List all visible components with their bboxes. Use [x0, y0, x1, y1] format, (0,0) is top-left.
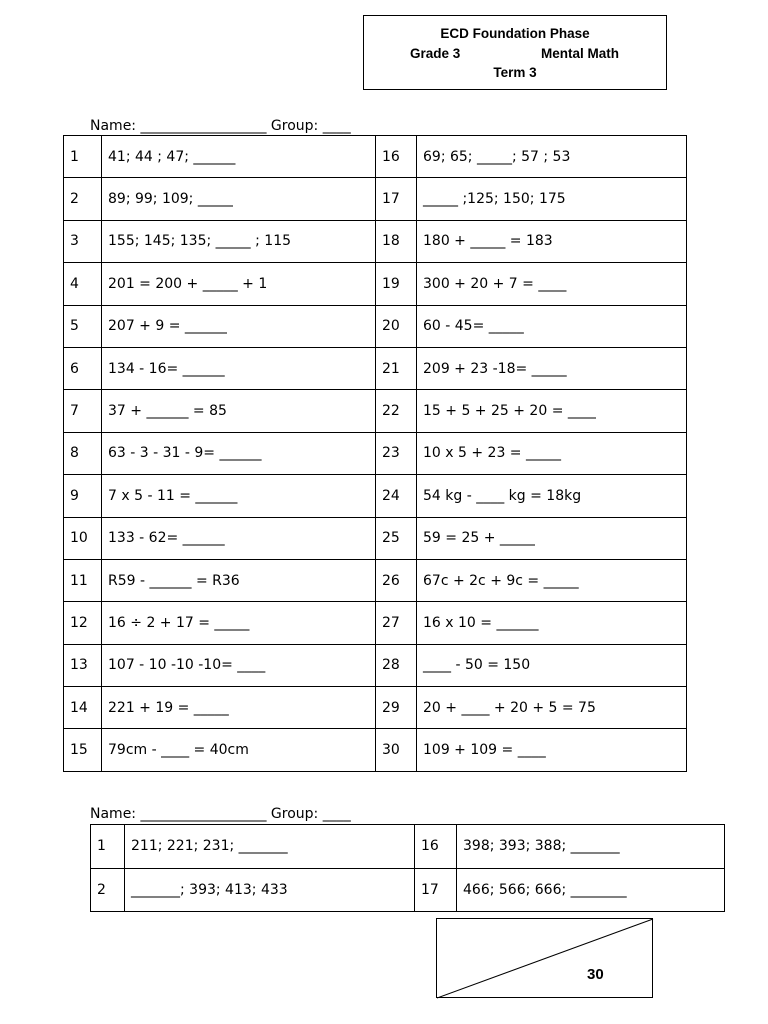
question-text: 107 - 10 -10 -10= ____ [102, 644, 376, 686]
question-number: 26 [376, 559, 417, 601]
question-number: 24 [376, 475, 417, 517]
name-group-line-2: Name: __________________ Group: ____ [90, 806, 351, 822]
header-term: Term 3 [493, 65, 537, 80]
table-row [64, 644, 687, 686]
question-number: 17 [376, 178, 417, 220]
question-number: 17 [415, 868, 457, 912]
question-number: 5 [64, 305, 102, 347]
question-number: 30 [376, 729, 417, 771]
question-number: 29 [376, 687, 417, 729]
question-text: R59 - ______ = R36 [102, 559, 376, 601]
question-number: 6 [64, 347, 102, 389]
table-row [64, 220, 687, 262]
question-number: 16 [415, 825, 457, 869]
table-row [64, 305, 687, 347]
question-text: 20 + ____ + 20 + 5 = 75 [417, 687, 687, 729]
question-text: 79cm - ____ = 40cm [102, 729, 376, 771]
table-row [64, 687, 687, 729]
question-number: 2 [64, 178, 102, 220]
question-text: 398; 393; 388; _______ [457, 825, 725, 869]
question-table-1 [63, 135, 687, 772]
question-number: 9 [64, 475, 102, 517]
table-row [64, 559, 687, 601]
question-text: 89; 99; 109; _____ [102, 178, 376, 220]
worksheet-header [363, 15, 667, 90]
question-number: 13 [64, 644, 102, 686]
question-number: 28 [376, 644, 417, 686]
question-number: 16 [376, 136, 417, 178]
question-text: _______; 393; 413; 433 [125, 868, 415, 912]
question-number: 18 [376, 220, 417, 262]
question-text: 207 + 9 = ______ [102, 305, 376, 347]
question-number: 19 [376, 263, 417, 305]
question-table-2 [90, 824, 725, 912]
question-text: 109 + 109 = ____ [417, 729, 687, 771]
question-number: 7 [64, 390, 102, 432]
table-row [64, 517, 687, 559]
question-number: 12 [64, 602, 102, 644]
question-text: ____ - 50 = 150 [417, 644, 687, 686]
table-row [64, 729, 687, 771]
question-number: 8 [64, 432, 102, 474]
question-number: 14 [64, 687, 102, 729]
header-phase: ECD Foundation Phase [440, 26, 590, 41]
question-number: 3 [64, 220, 102, 262]
table-row [64, 178, 687, 220]
question-text: 63 - 3 - 31 - 9= ______ [102, 432, 376, 474]
question-number: 25 [376, 517, 417, 559]
question-text: 133 - 62= ______ [102, 517, 376, 559]
question-text: 15 + 5 + 25 + 20 = ____ [417, 390, 687, 432]
table-row [64, 602, 687, 644]
table-row [64, 432, 687, 474]
question-number: 21 [376, 347, 417, 389]
table-row [64, 390, 687, 432]
question-text: 16 x 10 = ______ [417, 602, 687, 644]
question-text: 300 + 20 + 7 = ____ [417, 263, 687, 305]
question-text: 134 - 16= ______ [102, 347, 376, 389]
question-text: 59 = 25 + _____ [417, 517, 687, 559]
question-text: 209 + 23 -18= _____ [417, 347, 687, 389]
question-number: 1 [91, 825, 125, 869]
question-text: 37 + ______ = 85 [102, 390, 376, 432]
table-row [64, 263, 687, 305]
table-row [64, 475, 687, 517]
question-number: 23 [376, 432, 417, 474]
question-text: 7 x 5 - 11 = ______ [102, 475, 376, 517]
table-row [91, 825, 725, 869]
table-row [64, 347, 687, 389]
question-text: 211; 221; 231; _______ [125, 825, 415, 869]
question-text: 221 + 19 = _____ [102, 687, 376, 729]
question-text: 41; 44 ; 47; ______ [102, 136, 376, 178]
question-number: 15 [64, 729, 102, 771]
question-text: 180 + _____ = 183 [417, 220, 687, 262]
question-number: 4 [64, 263, 102, 305]
question-number: 20 [376, 305, 417, 347]
question-text: 67c + 2c + 9c = _____ [417, 559, 687, 601]
header-grade: Grade 3 [410, 46, 461, 61]
question-number: 22 [376, 390, 417, 432]
question-text: 69; 65; _____; 57 ; 53 [417, 136, 687, 178]
score-diagonal-line [437, 919, 654, 999]
table-row [91, 868, 725, 912]
question-number: 27 [376, 602, 417, 644]
question-number: 2 [91, 868, 125, 912]
question-text: 60 - 45= _____ [417, 305, 687, 347]
question-text: _____ ;125; 150; 175 [417, 178, 687, 220]
question-number: 11 [64, 559, 102, 601]
question-text: 466; 566; 666; ________ [457, 868, 725, 912]
question-number: 10 [64, 517, 102, 559]
table-row [64, 136, 687, 178]
question-text: 10 x 5 + 23 = _____ [417, 432, 687, 474]
score-box [436, 918, 653, 998]
question-text: 54 kg - ____ kg = 18kg [417, 475, 687, 517]
question-text: 201 = 200 + _____ + 1 [102, 263, 376, 305]
header-subject: Mental Math [541, 46, 620, 61]
question-text: 16 ÷ 2 + 17 = _____ [102, 602, 376, 644]
score-total: 30 [587, 966, 604, 983]
name-group-line-1: Name: __________________ Group: ____ [90, 118, 351, 134]
question-number: 1 [64, 136, 102, 178]
question-text: 155; 145; 135; _____ ; 115 [102, 220, 376, 262]
